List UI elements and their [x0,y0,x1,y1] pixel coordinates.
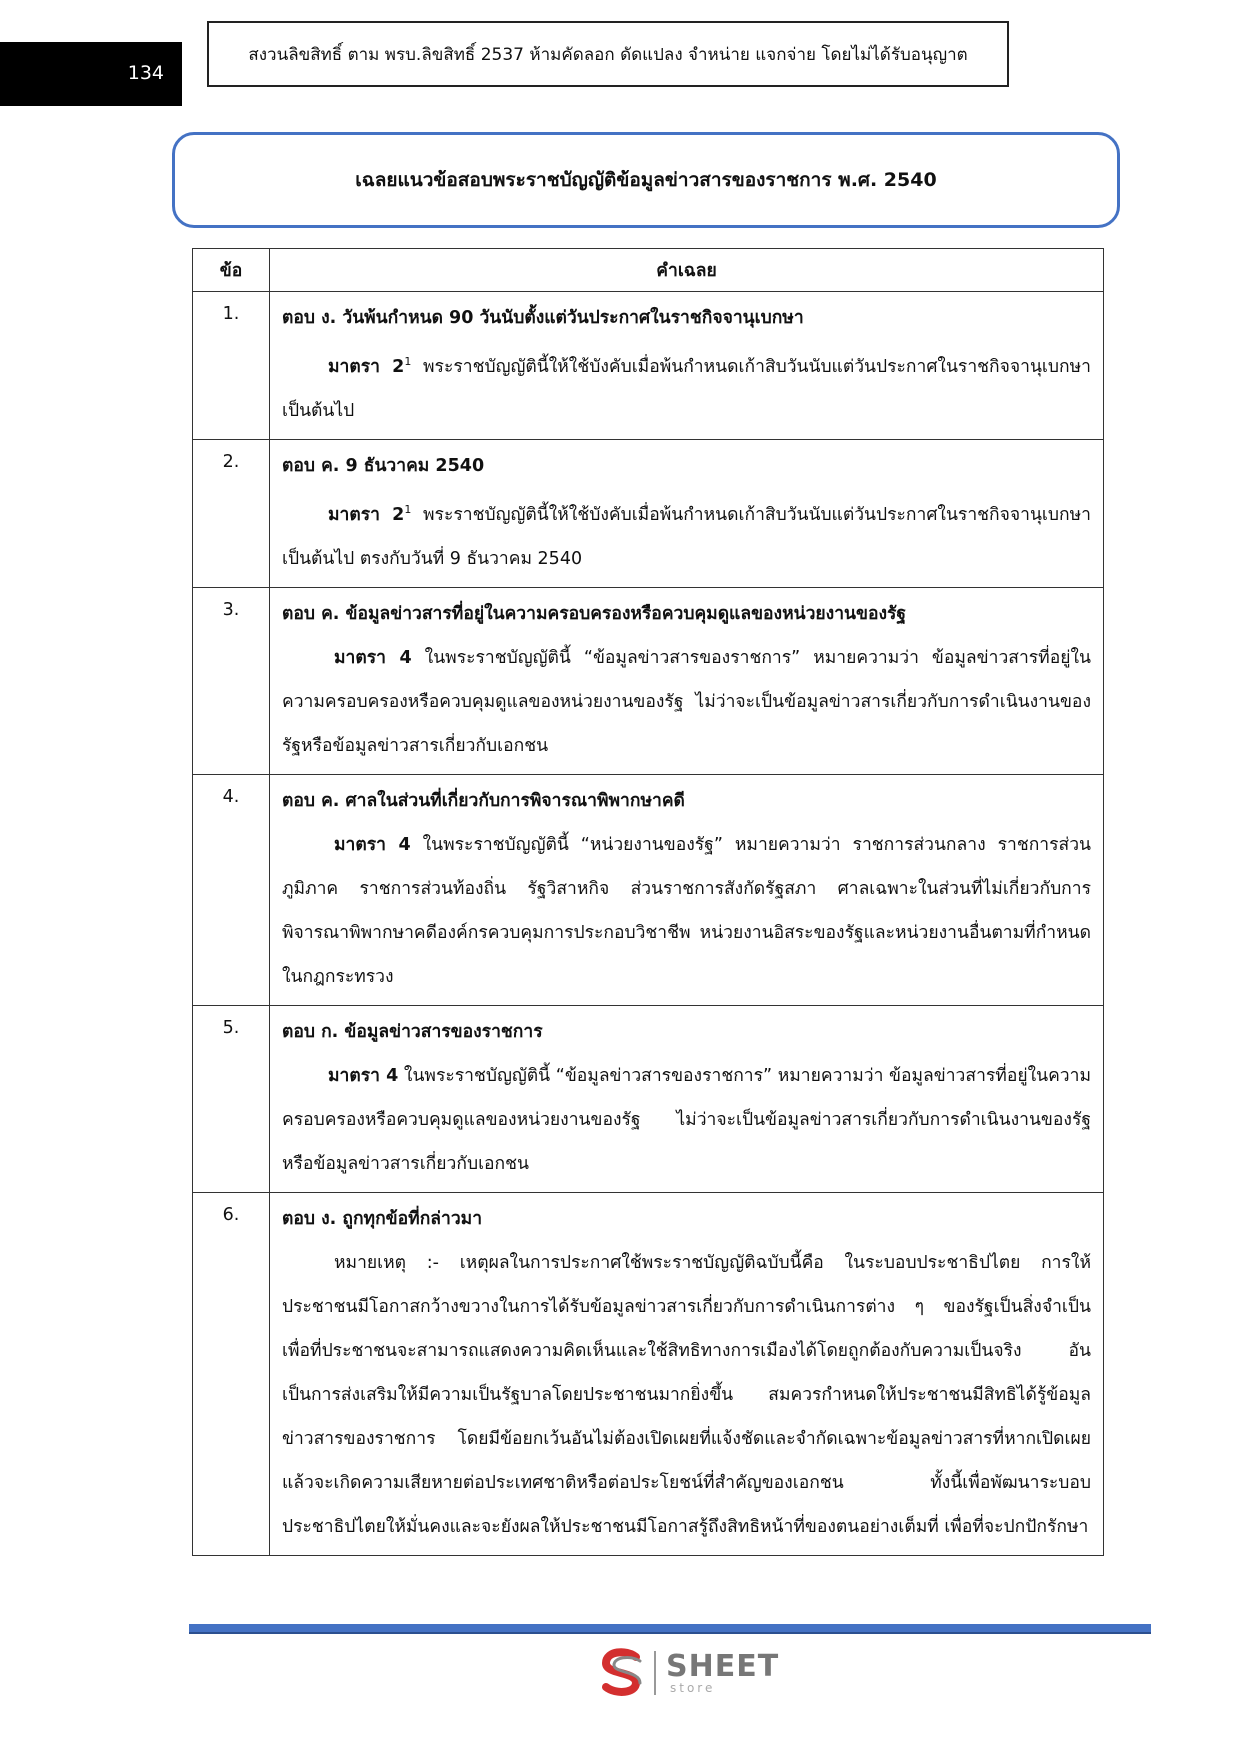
row-number: 4. [193,774,270,1005]
table-row [193,1192,1104,1555]
logo-s-icon [596,1647,648,1699]
column-header-number: ข้อ [193,249,270,292]
page-number-box [0,42,182,106]
explanation [282,488,1091,581]
footer-rule [189,1624,1151,1634]
answer-line: ตอบ ค. 9 ธันวาคม 2540 [282,455,485,476]
row-content [270,292,1104,440]
explanation [282,636,1091,768]
explanation [282,823,1091,999]
logo-divider [654,1651,656,1695]
answer-line: ตอบ ค. ข้อมูลข่าวสารที่อยู่ในความครอบครองหรือควบคุมดูแลของหน่วยงานของรัฐ [282,603,907,624]
explanation [282,1054,1091,1186]
footnote-ref: 1 [404,355,412,368]
section-ref: มาตรา 4 [334,834,411,855]
table-row [193,587,1104,774]
explanation-text: พระราชบัญญัตินี้ให้ใช้บังคับเมื่อพ้นกำหนดเก้าสิบวันนับแต่วันประกาศในราชกิจจานุเบกษาเป็นต้นไป ตรงกับวันที่ 9 ธันวาคม 2540 [282,504,1091,569]
table-row [193,774,1104,1005]
table-row [193,1005,1104,1192]
section-ref: มาตรา 2 [328,356,405,377]
row-content [270,1005,1104,1192]
logo-subtext: store [670,1681,716,1695]
row-number: 6. [193,1192,270,1555]
row-number: 1. [193,292,270,440]
answer-line: ตอบ ง. วันพ้นกำหนด 90 วันนับตั้งแต่วันประกาศในราชกิจจานุเบกษา [282,308,804,328]
answer-line: ตอบ ก. ข้อมูลข่าวสารของราชการ [282,1021,543,1042]
section-ref: มาตรา 4 [334,647,412,668]
row-number: 3. [193,587,270,774]
answer-line: ตอบ ค. ศาลในส่วนที่เกี่ยวกับการพิจารณาพิพากษาคดี [282,790,685,811]
explanation-text: ในพระราชบัญญัตินี้ “ข้อมูลข่าวสารของราชการ” หมายความว่า ข้อมูลข่าวสารที่อยู่ในความครอบครองหรือควบคุมดูแลของหน่วยงานของรัฐ ไม่ว่าจะเป็นข้อมูลข่าวสารเกี่ยวกับการดำเนินงานของรัฐหรือข้อมูลข่าวสารเกี่ยวกับเอกชน [282,647,1091,756]
copyright-notice: สงวนลิขสิทธิ์ ตาม พรบ.ลิขสิทธิ์ 2537 ห้ามคัดลอก ดัดแปลง จำหน่าย แจกจ่าย โดยไม่ได้รับอนุญาต [207,21,1009,87]
table-row [193,292,1104,440]
section-ref: มาตรา 4 [328,1065,399,1086]
explanation-text: หมายเหตุ :- เหตุผลในการประกาศใช้พระราชบัญญัติฉบับนี้คือ ในระบอบประชาธิปไตย การให้ประชาชนมีโอกาสกว้างขวางในการได้รับข้อมูลข่าวสารเกี่ยวกับการดำเนินการต่าง ๆ ของรัฐเป็นสิ่งจำเป็น เพื่อที่ประชาชนจะสามารถแสดงความคิดเห็นและใช้สิทธิทางการเมืองได้โดยถูกต้องกับความเป็นจริง อันเป็นการส่งเสริมให้มีความเป็นรัฐบาลโดยประชาชนมากยิ่งขึ้น สมควรกำหนดให้ประชาชนมีสิทธิได้รู้ข้อมูลข่าวสารของราชการ โดยมีข้อยกเว้นอันไม่ต้องเปิดเผยที่แจ้งชัดและจำกัดเฉพาะข้อมูลข่าวสารที่หากเปิดเผยแล้วจะเกิดความเสียหายต่อประเทศชาติหรือต่อประโยชน์ที่สำคัญของเอกชน ทั้งนี้เพื่อพัฒนาระบอบประชาธิปไตยให้มั่นคงและจะยังผลให้ประชาชนมีโอกาสรู้ถึงสิทธิหน้าที่ของตนอย่างเต็มที่ เพื่อที่จะปกปักรักษา [282,1252,1091,1537]
row-content [270,774,1104,1005]
column-header-answer: คำเฉลย [270,249,1104,292]
answer-table [192,248,1104,1556]
row-number: 5. [193,1005,270,1192]
row-content [270,1192,1104,1555]
answer-line: ตอบ ง. ถูกทุกข้อที่กล่าวมา [282,1208,483,1229]
section-ref: มาตรา 2 [328,504,405,525]
page-title: เฉลยแนวข้อสอบพระราชบัญญัติข้อมูลข่าวสารของราชการ พ.ศ. 2540 [172,132,1120,228]
row-content [270,439,1104,587]
explanation-text: พระราชบัญญัตินี้ให้ใช้บังคับเมื่อพ้นกำหนดเก้าสิบวันนับแต่วันประกาศในราชกิจจานุเบกษาเป็นต้นไป [282,356,1091,421]
explanation-text: ในพระราชบัญญัตินี้ “หน่วยงานของรัฐ” หมายความว่า ราชการส่วนกลาง ราชการส่วนภูมิภาค ราชการส่วนท้องถิ่น รัฐวิสาหกิจ ส่วนราชการสังกัดรัฐสภา ศาลเฉพาะในส่วนที่ไม่เกี่ยวกับการพิจารณาพิพากษาคดีองค์กรควบคุมการประกอบวิชาชีพ หน่วยงานอิสระของรัฐและหน่วยงานอื่นตามที่กำหนดในกฎกระทรวง [282,834,1091,987]
row-content [270,587,1104,774]
table-row [193,439,1104,587]
explanation [282,340,1091,433]
row-number: 2. [193,439,270,587]
logo-text: SHEET [666,1649,780,1684]
footnote-ref: 1 [404,502,412,516]
table-header-row [193,249,1104,292]
sheet-store-logo [596,1645,780,1701]
explanation-text: ในพระราชบัญญัตินี้ “ข้อมูลข่าวสารของราชการ” หมายความว่า ข้อมูลข่าวสารที่อยู่ในความครอบครองหรือควบคุมดูแลของหน่วยงานของรัฐ ไม่ว่าจะเป็นข้อมูลข่าวสารเกี่ยวกับการดำเนินงานของรัฐหรือข้อมูลข่าวสารเกี่ยวกับเอกชน [282,1065,1091,1174]
page-number: 134 [127,62,164,84]
